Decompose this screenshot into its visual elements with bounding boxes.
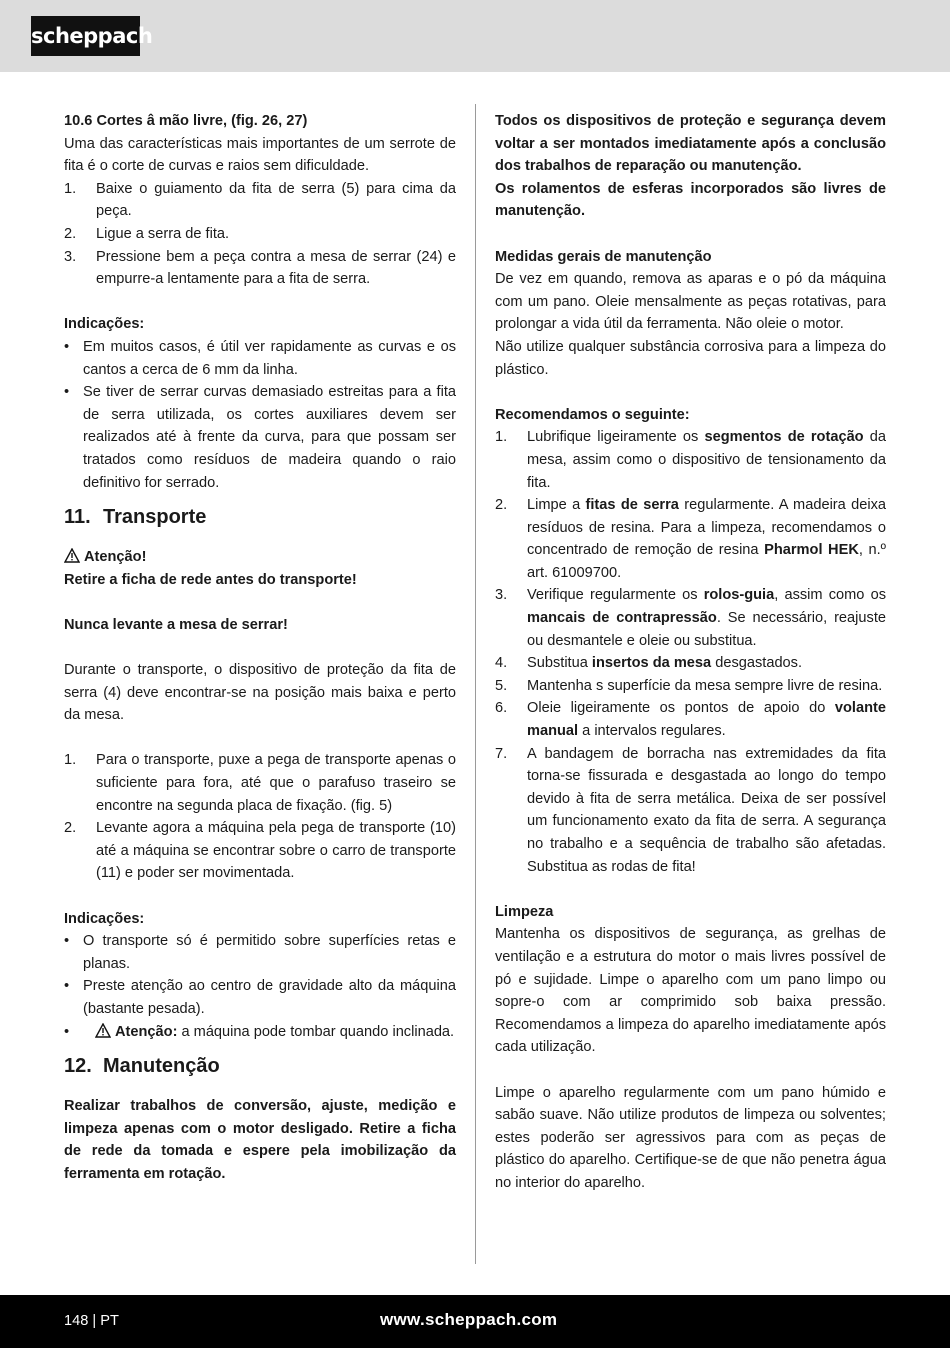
transport-intro: Durante o transporte, o dispositivo de proteção da fita de serra (4) deve encontrar-se na posição mais baixa e perto da mesa. xyxy=(64,662,456,724)
notes-1-title: Indicações: xyxy=(64,316,145,333)
right-column xyxy=(495,110,886,1195)
list-number: 1. xyxy=(495,429,508,446)
list-number: 5. xyxy=(495,677,508,694)
cleaning-text-2: Limpe o aparelho regularmente com um pano húmido e sabão suave. Não utilize produtos de limpeza ou solventes; estes poderão ser agressivos para com as peças de plástico do aparelho. Certifique-se de que não penetra água no interior do aparelho. xyxy=(495,1084,886,1191)
list-number: 2. xyxy=(64,820,77,837)
list-item-text: Ligue a serra de fita. xyxy=(96,225,230,242)
list-item-text: , assim como os xyxy=(774,587,886,604)
list-number: 4. xyxy=(495,655,508,672)
page-number-value: 148 xyxy=(64,1313,89,1329)
section-10-6-title: 10.6 Cortes â mão livre, (fig. 26, 27) xyxy=(64,113,308,129)
attention-heading xyxy=(64,546,456,569)
list-number: 1. xyxy=(64,180,77,197)
list-item-text: A bandagem de borracha nas extremidades da fita torna-se fissurada e desgastada ao longo do tempo devido à fita de serra metálica. Deixa de ser possível um funcionamento exato da fita de serra. A segurança no trabalho e a sequência de trabalho são afetadas. Substitua as rodas de fita! xyxy=(527,745,886,875)
emphasis-text: rolos-guia xyxy=(703,587,775,604)
cleaning-title: Limpeza xyxy=(495,903,554,920)
emphasis-text: segmentos de rotação xyxy=(704,429,864,446)
emphasis-text: volante manual xyxy=(527,700,886,740)
list-item-text: Pressione bem a peça contra a mesa de serrar (24) e empurre-a lentamente para a fita de serra. xyxy=(96,248,456,288)
section-11-heading xyxy=(64,504,456,530)
warning-text: a máquina pode tombar quando inclinada. xyxy=(177,1023,455,1040)
section-12-number: 12. xyxy=(64,1055,92,1078)
page-number: 148 | PT xyxy=(64,1313,119,1329)
section-12-title: Manutenção xyxy=(103,1055,220,1078)
step-item xyxy=(64,749,456,817)
header-bar xyxy=(0,0,950,72)
emphasis-text: mancais de contrapressão xyxy=(527,610,717,627)
section-11-number: 11. xyxy=(64,506,91,529)
list-item-text: Oleie ligeiramente os pontos de apoio do xyxy=(527,700,835,717)
recommend-list xyxy=(495,426,886,878)
website-link[interactable]: www.scheppach.com xyxy=(380,1310,558,1329)
recommend-item xyxy=(495,675,886,698)
bullet-item-warning xyxy=(64,1021,456,1044)
list-item-text: , n.º art. 61009700. xyxy=(527,542,886,581)
list-number: 7. xyxy=(495,745,508,762)
bullet-text: Preste atenção ao centro de gravidade alto da máquina (bastante pesada). xyxy=(83,978,456,1017)
attention-text: Retire a ficha de rede antes do transporte! xyxy=(64,571,357,588)
never-lift-warning: Nunca levante a mesa de serrar! xyxy=(64,616,288,633)
bullet-item xyxy=(64,975,456,1020)
recommend-item xyxy=(495,426,886,494)
recommend-title: Recomendamos o seguinte: xyxy=(495,406,690,423)
bullet-text: O transporte só é permitido sobre superfícies retas e planas. xyxy=(83,933,456,972)
list-item-text: Substitua xyxy=(527,655,592,672)
section-10-6-intro: Uma das características mais importantes de um serrote de fita é o corte de curvas e raios sem dificuldade. xyxy=(64,135,456,175)
warning-triangle-icon xyxy=(95,1023,111,1038)
list-item-text: Levante agora a máquina pela pega de transporte (10) até a máquina se encontrar sobre o carro de transporte (11) e poder ser movimentada. xyxy=(96,820,456,882)
list-item-text: desgastados. xyxy=(711,655,803,672)
column-divider xyxy=(475,104,476,1264)
notes-2-title: Indicações: xyxy=(64,910,145,927)
recommend-item xyxy=(495,743,886,879)
list-item-text: . Se necessário, reajuste ou desmantele e oleie ou substitua. xyxy=(527,610,886,649)
step-item xyxy=(64,178,456,223)
emphasis-text: fitas de serra xyxy=(585,497,679,514)
list-number: 6. xyxy=(495,700,508,717)
bearings-text: Os rolamentos de esferas incorporados são livres de manutenção. xyxy=(495,180,886,220)
list-number: 3. xyxy=(495,587,508,604)
general-maintenance-title: Medidas gerais de manutenção xyxy=(495,248,712,265)
emphasis-text: insertos da mesa xyxy=(591,655,712,672)
emphasis-text: Pharmol HEK xyxy=(764,542,859,559)
warning-triangle-icon xyxy=(64,548,80,563)
footer-bar xyxy=(0,1295,950,1348)
cleaning-text-1: Mantenha os dispositivos de segurança, as grelhas de ventilação e a estrutura do motor o mais livres possível de pó e sujidade. Limpe o aparelho com um pano limpo ou sopre-o com ar comprimido sob baixa pressão. Recomendamos a limpeza do aparelho imediatamente após cada utilização. xyxy=(495,926,886,1056)
list-item-text: regularmente. A madeira deixa resíduos de resina. Para a limpeza, recomendamos o concentrado de remoção de resina xyxy=(527,497,886,559)
bullet-text: Em muitos casos, é útil ver rapidamente as curvas e os cantos a cerca de 6 mm da linha. xyxy=(83,338,456,378)
bullet-text: Se tiver de serrar curvas demasiado estreitas para a fita de serra utilizada, os cortes auxiliares devem ser realizados até à frente da curva, para que possam ser tratados como resíduos de madeira quando o raio definitivo for serrado. xyxy=(83,384,456,491)
list-item-text: Lubrifique ligeiramente os xyxy=(527,429,705,446)
recommend-item xyxy=(495,652,886,675)
attention-label: Atenção! xyxy=(84,549,147,566)
bullet-item xyxy=(64,381,456,494)
general-maintenance-text-2: Não utilize qualquer substância corrosiva para a limpeza do plástico. xyxy=(495,338,886,378)
bullet-item xyxy=(64,336,456,381)
section-12-heading xyxy=(64,1053,456,1079)
step-item xyxy=(64,246,456,291)
list-number: 2. xyxy=(495,497,508,514)
list-item-text: Verifique regularmente os xyxy=(527,587,704,604)
warning-label: Atenção: xyxy=(115,1023,178,1040)
page-language: PT xyxy=(100,1313,119,1329)
list-number: 2. xyxy=(64,225,77,242)
list-item-text: a intervalos regulares. xyxy=(578,723,726,740)
left-column xyxy=(64,110,456,1186)
section-11-title: Transporte xyxy=(103,506,207,529)
recommend-item xyxy=(495,697,886,742)
notes-2-list xyxy=(64,930,456,1043)
notes-1-list xyxy=(64,336,456,494)
list-item-text: da mesa, assim como o dispositivo de tensionamento da fita. xyxy=(527,429,887,491)
recommend-item xyxy=(495,584,886,652)
list-item-text: Mantenha s superfície da mesa sempre livre de resina. xyxy=(527,677,883,694)
recommend-item xyxy=(495,494,886,584)
safety-devices-text: Todos os dispositivos de proteção e segurança devem voltar a ser montados imediatamente após a conclusão dos trabalhos de reparação ou manutenção. xyxy=(495,113,886,175)
section-12-warning: Realizar trabalhos de conversão, ajuste, medição e limpeza apenas com o motor desligado. Retire a ficha de rede da tomada e espere pela imobilização da ferramenta em rotação. xyxy=(64,1098,456,1182)
list-item-text: Limpe a xyxy=(527,497,586,514)
list-item-text: Baixe o guiamento da fita de serra (5) para cima da peça. xyxy=(96,180,456,220)
section-10-6-steps xyxy=(64,178,456,291)
transport-steps xyxy=(64,749,456,885)
list-number: 1. xyxy=(64,752,77,769)
bullet-item xyxy=(64,930,456,975)
list-item-text: Para o transporte, puxe a pega de transporte apenas o suficiente para fora, até que o parafuso traseiro se encontre na segunda placa de fixação. (fig. 5) xyxy=(96,752,456,814)
scheppach-logo: scheppach xyxy=(31,16,140,56)
step-item xyxy=(64,223,456,246)
list-number: 3. xyxy=(64,248,77,265)
step-item xyxy=(64,817,456,885)
general-maintenance-text-1: De vez em quando, remova as aparas e o pó da máquina com um pano. Oleie mensalmente as peças rotativas, para prolongar a vida útil da ferramenta. Não oleie o motor. xyxy=(495,271,886,333)
